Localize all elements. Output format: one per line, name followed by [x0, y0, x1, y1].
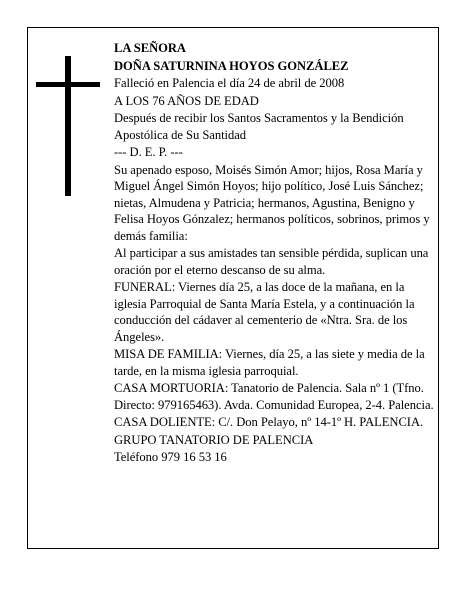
rip-line: --- D. E. P. ---: [114, 145, 183, 159]
cross-icon: [36, 56, 100, 196]
request-paragraph: Al participar a sus amistades tan sensible pérdida, suplican una oración por el eterno descanso de su alma.: [114, 246, 429, 277]
cross-vertical-bar: [65, 56, 71, 196]
mortuary-paragraph: CASA MORTUORIA: Tanatorio de Palencia. Sala nº 1 (Tfno. Directo: 979165463). Avda. Comunidad Europea, 2-4. Palencia.: [114, 381, 434, 412]
phone-line: Teléfono 979 16 53 16: [114, 450, 227, 464]
mourning-house-paragraph: CASA DOLIENTE: C/. Don Pelayo, nº 14-1º H. PALENCIA.: [114, 415, 424, 429]
family-mass-paragraph: MISA DE FAMILIA: Viernes, día 25, a las siete y media de la tarde, en la misma iglesia parroquial.: [114, 347, 425, 378]
obituary-text: [114, 40, 434, 467]
deceased-name: DOÑA SATURNINA HOYOS GONZÁLEZ: [114, 58, 349, 73]
sacraments-paragraph: Después de recibir los Santos Sacramentos y la Bendición Apostólica de Su Santidad: [114, 111, 404, 142]
family-paragraph: Su apenado esposo, Moisés Simón Amor; hijos, Rosa María y Miguel Ángel Simón Hoyos; hijo político, José Luis Sánchez; nietas, Almudena y Patricia; hermanos, Agustina, Benigno y Felisa Hoyos Gónzalez; hermanos políticos, sobrinos, primos y demás familia:: [114, 162, 430, 243]
funeral-paragraph: FUNERAL: Viernes día 25, a las doce de la mañana, en la iglesia Parroquial de Santa María Estela, y a continuación la conducción del cádaver al cementerio de «Ntra. Sra. de los Ángeles».: [114, 280, 415, 344]
cross-horizontal-bar: [36, 82, 100, 87]
title-line1: LA SEÑORA: [114, 41, 186, 55]
group-line: GRUPO TANATORIO DE PALENCIA: [114, 432, 314, 447]
age-line: A LOS 76 AÑOS DE EDAD: [114, 93, 259, 108]
death-info: Falleció en Palencia el día 24 de abril de 2008: [114, 76, 345, 90]
